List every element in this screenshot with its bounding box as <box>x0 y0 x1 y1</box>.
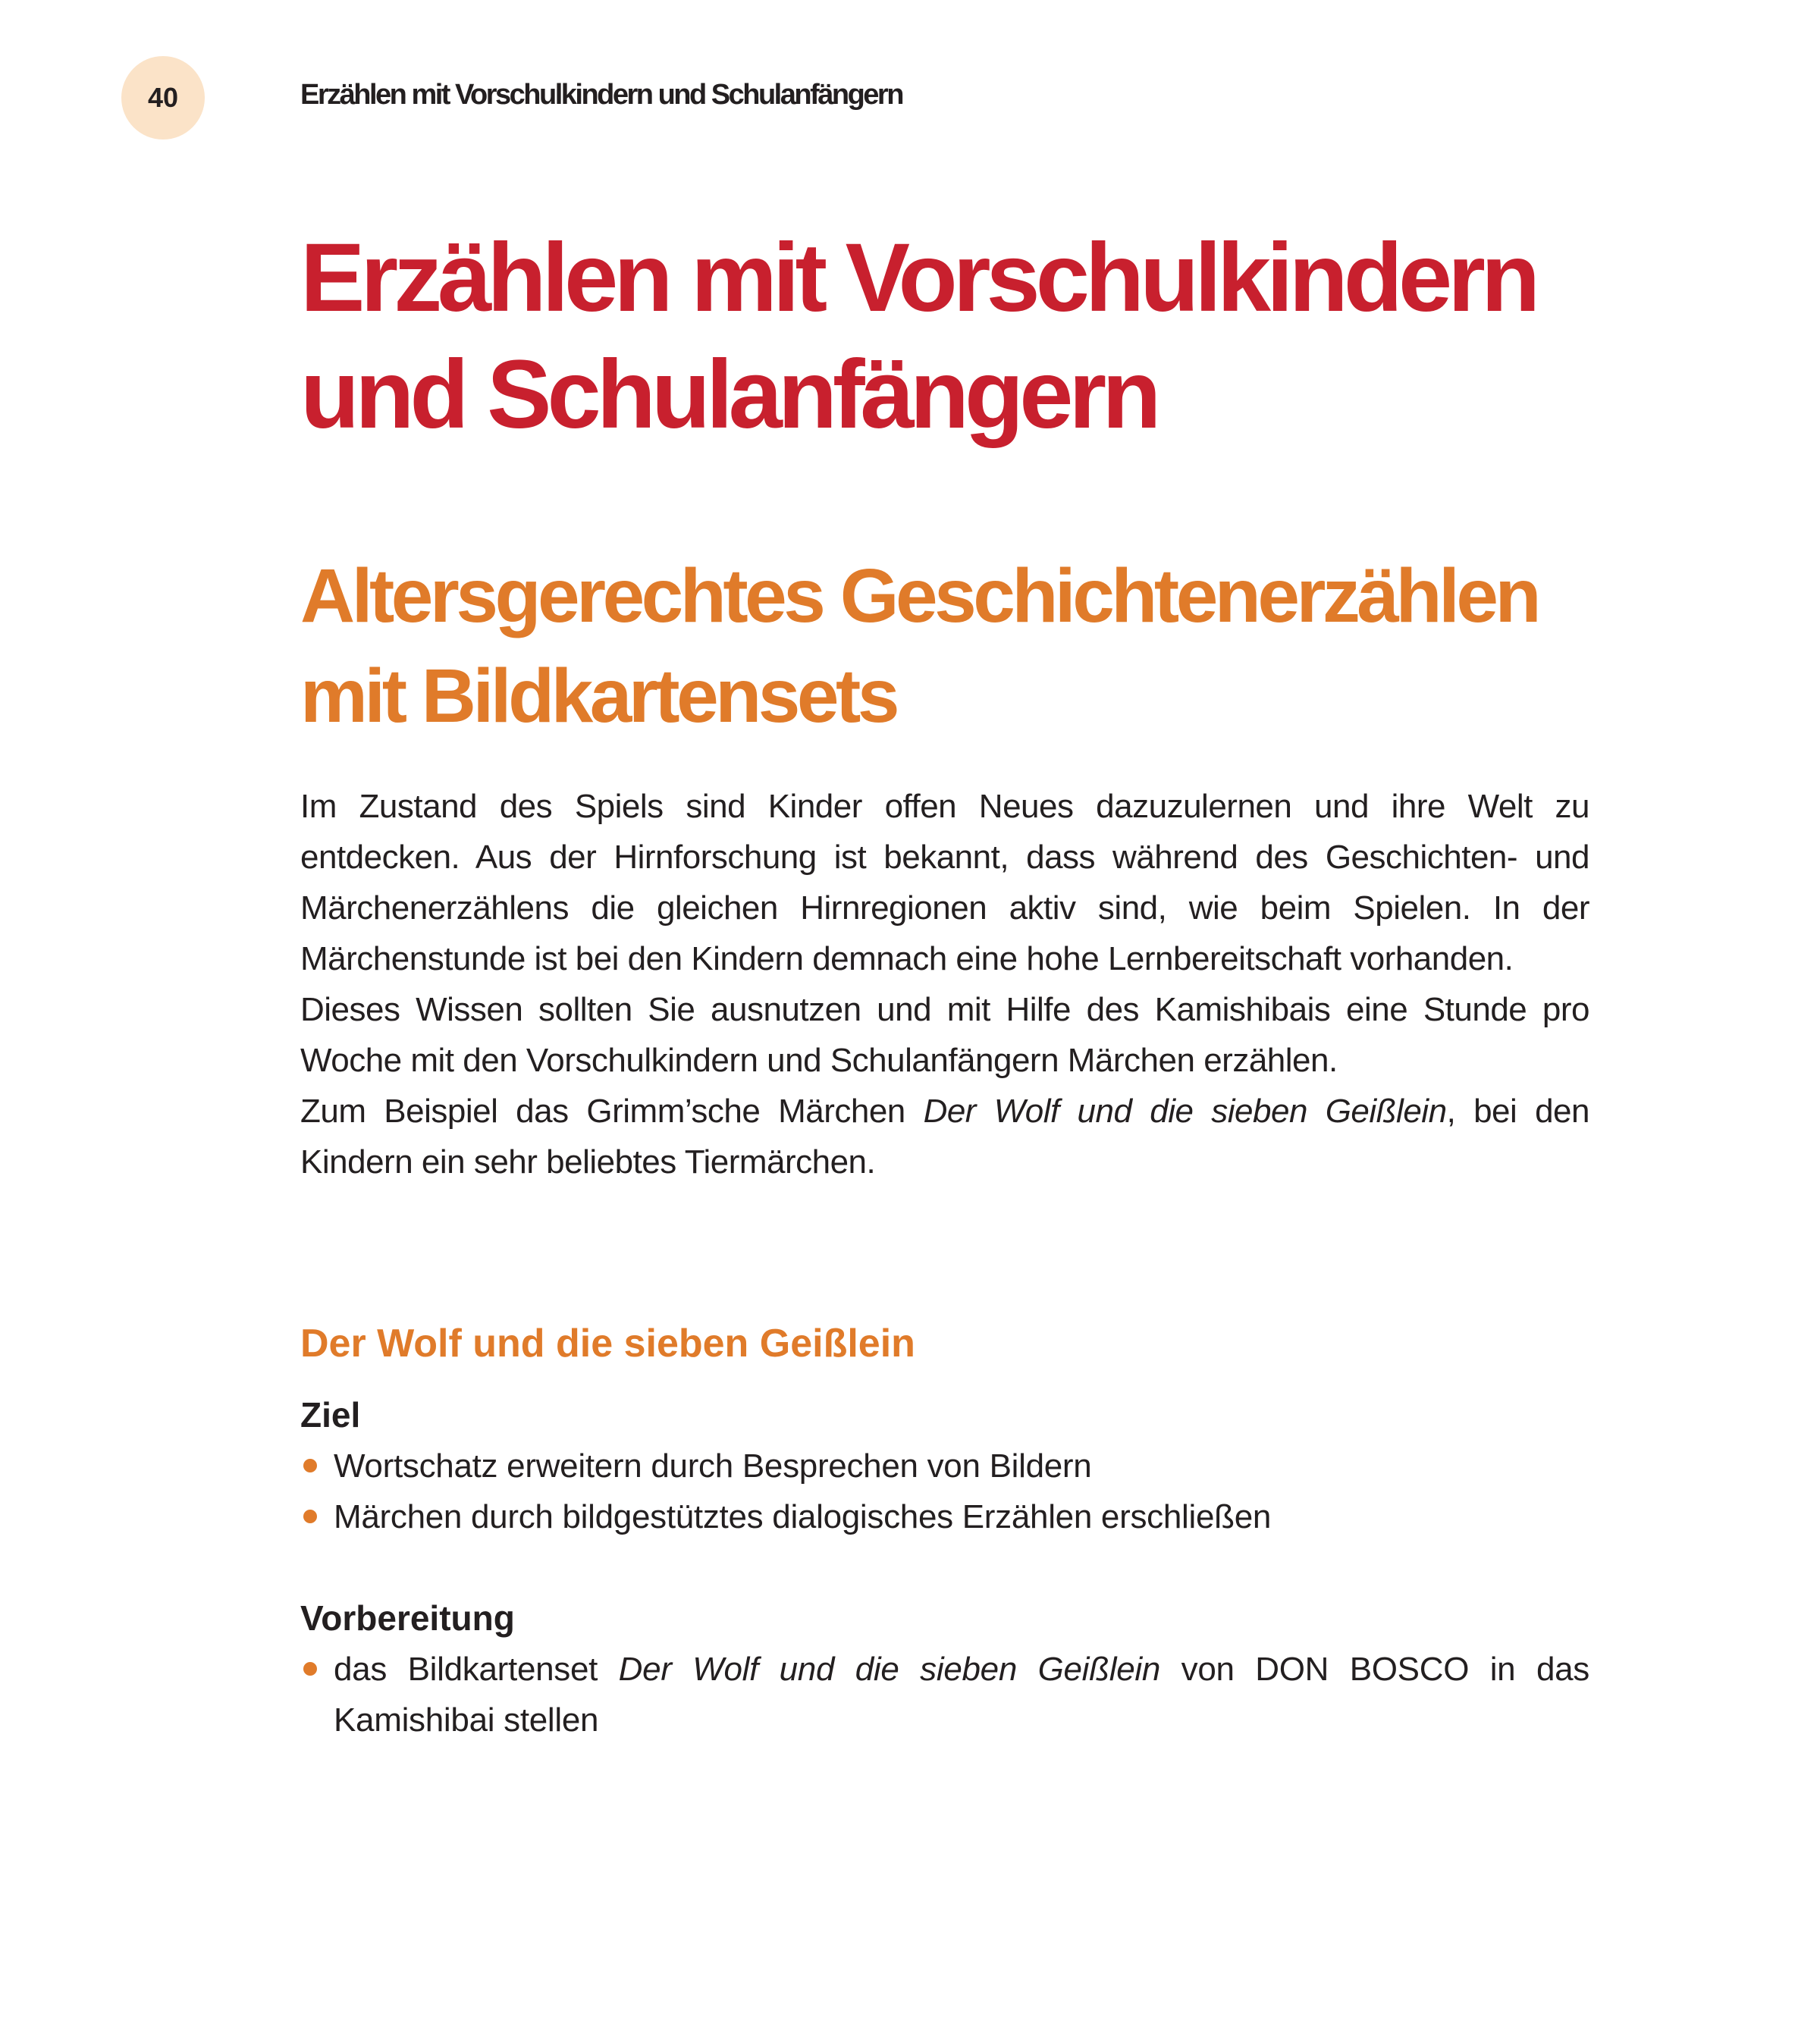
bullet-icon <box>303 1459 317 1472</box>
intro-text <box>300 781 1589 1187</box>
bullet-icon <box>303 1510 317 1523</box>
list-item <box>300 1644 1589 1745</box>
goal-list <box>300 1441 1589 1542</box>
list-item <box>300 1491 1589 1542</box>
intro-paragraph-1: Im Zustand des Spiels sind Kinder offen Neues dazuzulernen und ihre Welt zu entdecken. Aus der Hirnforschung ist bekannt, dass während des Geschichten- und Märchenerzählens die gleichen Hirnregionen aktiv sind, wie beim Spielen. In der Märchenstunde ist bei den Kindern demnach eine hohe Lernbereitschaft vorhanden. <box>300 788 1589 977</box>
page-number-text: 40 <box>147 82 179 113</box>
intro-paragraph-3 <box>300 1086 1589 1187</box>
list-item <box>300 1441 1589 1491</box>
goal-text: Märchen durch bildgestütztes dialogisches Erzählen erschließen <box>334 1498 1272 1535</box>
preparation-text-end: von DON BOSCO in das Kamishibai stellen <box>334 1651 1589 1739</box>
preparation-list <box>300 1644 1589 1745</box>
goal-text: Wortschatz erweitern durch Besprechen von Bildern <box>334 1447 1092 1485</box>
section-title: Altersgerechtes Geschichtenerzählen mit Bildkartensets <box>300 554 1539 739</box>
preparation-label: Vorbereitung <box>300 1598 515 1638</box>
story-heading: Der Wolf und die sieben Geißlein <box>300 1322 915 1366</box>
preparation-text-start: das Bildkartenset <box>334 1651 619 1688</box>
bullet-icon <box>303 1662 317 1676</box>
chapter-title: Erzählen mit Vorschulkindern und Schulanfängern <box>300 224 1536 449</box>
fairy-tale-title: Der Wolf und die sieben Geißlein <box>923 1093 1447 1130</box>
page-number <box>121 56 205 140</box>
intro-paragraph-3-end: , bei den Kindern ein sehr beliebtes Tiermärchen. <box>300 1093 1590 1181</box>
intro-paragraph-3-start: Zum Beispiel das Grimm’sche Märchen <box>300 1093 924 1130</box>
goal-label: Ziel <box>300 1395 361 1435</box>
running-header: Erzählen mit Vorschulkindern und Schulanfängern <box>300 79 902 111</box>
card-set-title: Der Wolf und die sieben Geißlein <box>618 1651 1161 1688</box>
intro-paragraph-2: Dieses Wissen sollten Sie ausnutzen und mit Hilfe des Kamishibais eine Stunde pro Woche mit den Vorschulkindern und Schulanfängern Märchen erzählen. <box>300 991 1589 1079</box>
